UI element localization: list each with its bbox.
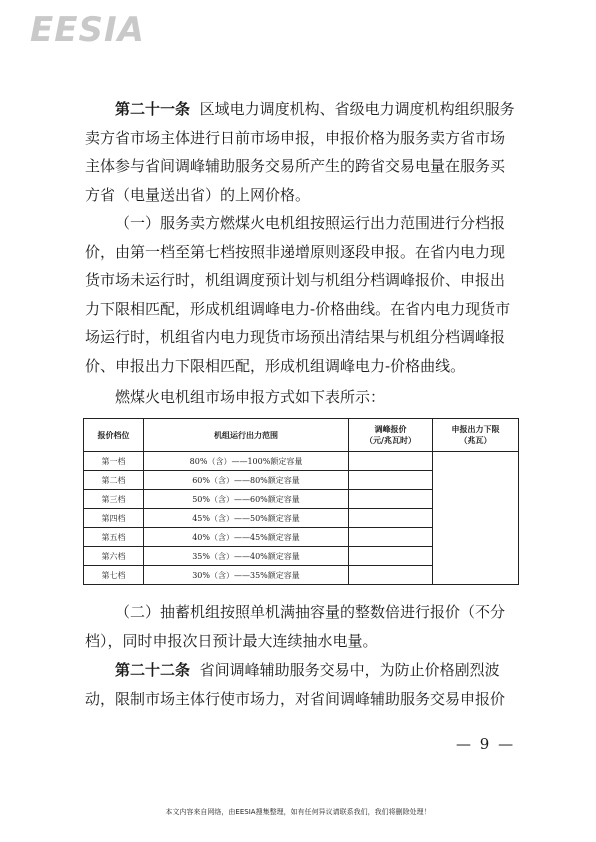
range-cell: 35%（含）——40%额定容量 (144, 547, 349, 566)
table-header-row (84, 419, 519, 452)
tier-cell: 第四档 (84, 509, 144, 528)
article-22-text: 省间调峰辅助服务交易中，为防止价格剧烈波动，限制市场主体行使市场力，对省间调峰辅助服务交易申报价 (85, 661, 506, 708)
price-cell (349, 452, 433, 471)
range-cell: 80%（含）——100%额定容量 (144, 452, 349, 471)
price-cell (349, 471, 433, 490)
price-cell (349, 566, 433, 585)
price-cell (349, 490, 433, 509)
article-21-text: 区域电力调度机构、省级电力调度机构组织服务卖方省市场主体进行日前市场申报，申报价格为服务卖方省市场主体参与省间调峰辅助服务交易所产生的跨省交易电量在服务买方省（电量送出省）的上网价格。 (85, 100, 515, 204)
tier-cell: 第五档 (84, 528, 144, 547)
range-cell: 45%（含）——50%额定容量 (144, 509, 349, 528)
eesia-logo: EESIA (30, 10, 145, 50)
table-intro: 燃煤火电机组市场申报方式如下表所示： (115, 388, 386, 406)
article-22-title: 第二十二条 (115, 661, 191, 679)
paragraph-pumped-storage: （二）抽蓄机组按照单机满抽容量的整数倍进行报价（不分档），同时申报次日预计最大连续抽水电量。 (85, 603, 506, 650)
range-cell: 40%（含）——45%额定容量 (144, 528, 349, 547)
tier-cell: 第三档 (84, 490, 144, 509)
article-21-title: 第二十一条 (115, 100, 191, 118)
price-cell (349, 547, 433, 566)
bidding-table (83, 418, 519, 585)
tier-cell: 第六档 (84, 547, 144, 566)
tier-cell: 第二档 (84, 471, 144, 490)
tier-cell: 第七档 (84, 566, 144, 585)
tier-cell: 第一档 (84, 452, 144, 471)
header-lower-limit: 申报出力下限 （兆瓦） (433, 419, 519, 452)
page-number: — 9 — (456, 735, 516, 753)
article-22 (85, 656, 515, 713)
price-cell (349, 509, 433, 528)
header-tier: 报价档位 (84, 419, 144, 452)
article-21 (85, 95, 515, 209)
range-cell: 60%（含）——80%额定容量 (144, 471, 349, 490)
paragraph-coal-bidding: （一）服务卖方燃煤火电机组按照运行出力范围进行分档报价，由第一档至第七档按照非递增原则逐段申报。在省内电力现货市场未运行时，机组调度预计划与机组分档调峰报价、申报出力下限相匹配，形成机组调峰电力-价格曲线。在省内电力现货市场运行时，机组省内电力现货市场预出清结果与机组分档调峰报价、申报出力下限相匹配，形成机组调峰电力-价格曲线。 (85, 214, 511, 375)
header-range: 机组运行出力范围 (144, 419, 349, 452)
price-cell (349, 528, 433, 547)
table-row (84, 452, 519, 471)
range-cell: 30%（含）——35%额定容量 (144, 566, 349, 585)
footer-disclaimer: 本文内容来自网络，由EESIA搜集整理，如有任何异议请联系我们，我们将删除处理！ (165, 808, 431, 816)
lower-limit-cell (433, 452, 519, 585)
range-cell: 50%（含）——60%额定容量 (144, 490, 349, 509)
header-price: 调峰报价 （元/兆瓦时） (349, 419, 433, 452)
